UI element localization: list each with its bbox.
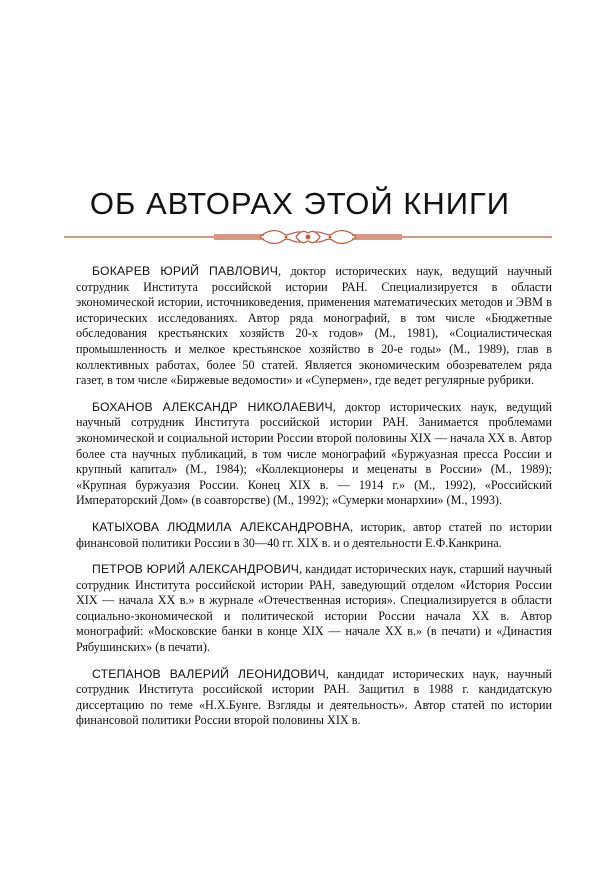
- authors-list: [76, 264, 552, 740]
- author-bio: , историк, автор статей по истории финансовой политики России в 30—40 гг. XIX в. и о деятельности Е.Ф.Канкрина.: [76, 519, 553, 550]
- author-name: КАТЫХОВА ЛЮДМИЛА АЛЕКСАНДРОВНА: [92, 519, 351, 534]
- author-entry: [76, 264, 552, 389]
- author-entry: [76, 562, 552, 656]
- author-entry: [76, 400, 552, 509]
- author-bio: , доктор исторических наук, ведущий научный сотрудник Института российской истории РАН. Занимается проблемами экономической и социальной истории России второй половины XIX — начала XX в. Автор более ста научных публикаций, в том числе монографий «Буржуазная пресса России и крупный капитал» (М., 1984); «Коллекционеры и меценаты в России» (М., 1989); «Крупная буржуазия России. Конец XIX в. — 1914 г.» (М., 1992), «Российский Императорский Дом» (в соавторстве) (М., 1992); «Сумерки монархии» (М., 1993).: [76, 399, 552, 508]
- author-entry: [76, 667, 552, 729]
- author-name: СТЕПАНОВ ВАЛЕРИЙ ЛЕОНИДОВИЧ: [92, 666, 326, 681]
- author-name: БОХАНОВ АЛЕКСАНДР НИКОЛАЕВИЧ: [92, 399, 333, 414]
- author-name: БОКАРЕВ ЮРИЙ ПАВЛОВИЧ: [92, 264, 279, 278]
- page-title: ОБ АВТОРАХ ЭТОЙ КНИГИ: [89, 186, 511, 221]
- decorative-divider: [64, 228, 552, 246]
- author-bio: , кандидат исторических наук, научный сотрудник Института российской истории РАН. Защитил в 1988 г. кандидатскую диссертацию по теме «Н.Х.Бунге. Взгляды и деятельность». Автор статей по истории финансовой политики России второй половины XIX в.: [76, 666, 552, 728]
- author-bio: , кандидат исторических наук, старший научный сотрудник Института российской истории РАН, заведующий отделом «История России XIX — начала XX в.» в журнале «Отечественная история». Специализируется в области социально-экономической и политической истории России начала XX в. Автор монографий: «Московские банки в конце XIX — начале XX в.» (в печати) и «Династия Рябушинских» (в печати).: [76, 562, 552, 655]
- author-entry: [76, 520, 552, 551]
- author-bio: , доктор исторических наук, ведущий научный сотрудник Института российской истории РАН. Специализируется в области экономической истории, источниковедения, применения математических методов и ЭВМ в исторических исследованиях. Автор ряда монографий, в том числе «Бюджетные обследования крестьянских хозяйств 20-х годов» (М., 1981), «Социалистическая промышленность и мелкое крестьянское хозяйство в 20-е годы» (М., 1989), глав в коллективных работах, более 50 статей. Является экономическим обозревателем ряда газет, в том числе «Биржевые ведомости» и «Супермен», где ведет регулярные рубрики.: [76, 264, 552, 388]
- author-name: ПЕТРОВ ЮРИЙ АЛЕКСАНДРОВИЧ: [92, 562, 300, 577]
